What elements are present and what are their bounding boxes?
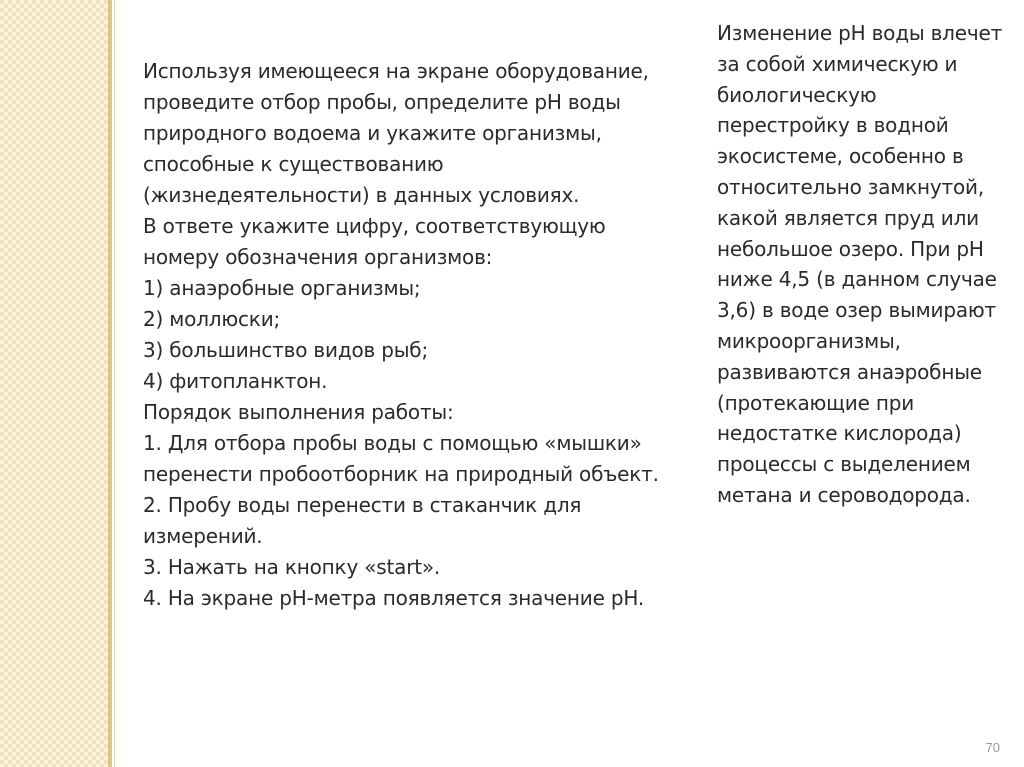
procedure-step: 3. Нажать на кнопку «start». [143, 555, 441, 579]
option-item: 4) фитопланктон. [143, 369, 328, 393]
explanation-text-block [717, 18, 1007, 511]
answer-instruction: В ответе укажите цифру, соответствующую номеру обозначения организмов: [143, 214, 606, 269]
decorative-pattern-strip [0, 0, 108, 767]
decorative-border-line [108, 0, 112, 767]
option-item: 3) большинство видов рыб; [143, 338, 428, 362]
procedure-step: 2. Пробу воды перенести в стаканчик для измерений. [143, 493, 582, 548]
procedure-step: 1. Для отбора пробы воды с помощью «мышки» перенести пробоотборник на природный объект. [143, 431, 659, 486]
page-number: 70 [985, 740, 1000, 755]
option-item: 1) анаэробные организмы; [143, 276, 421, 300]
task-intro: Используя имеющееся на экране оборудование, проведите отбор пробы, определите pH воды природного водоема и укажите организмы, способные к существованию (жизнедеятельности) в данных условиях. [143, 59, 649, 207]
procedure-title: Порядок выполнения работы: [143, 400, 454, 424]
option-item: 2) моллюски; [143, 307, 281, 331]
procedure-step: 4. На экране pH-метра появляется значение pH. [143, 586, 644, 610]
explanation-paragraph: Изменение pH воды влечет за собой химическую и биологическую перестройку в водной экосистеме, особенно в относительно замкнутой, какой является пруд или небольшое озеро. При pH ниже 4,5 (в данном случае 3,6) в воде озер вымирают микроорганизмы, развиваются анаэробные (протекающие при недостатке кислорода) процессы с выделением метана и сероводорода. [717, 21, 1003, 507]
decorative-border-thin-line [114, 0, 115, 767]
task-text-block [143, 56, 663, 614]
